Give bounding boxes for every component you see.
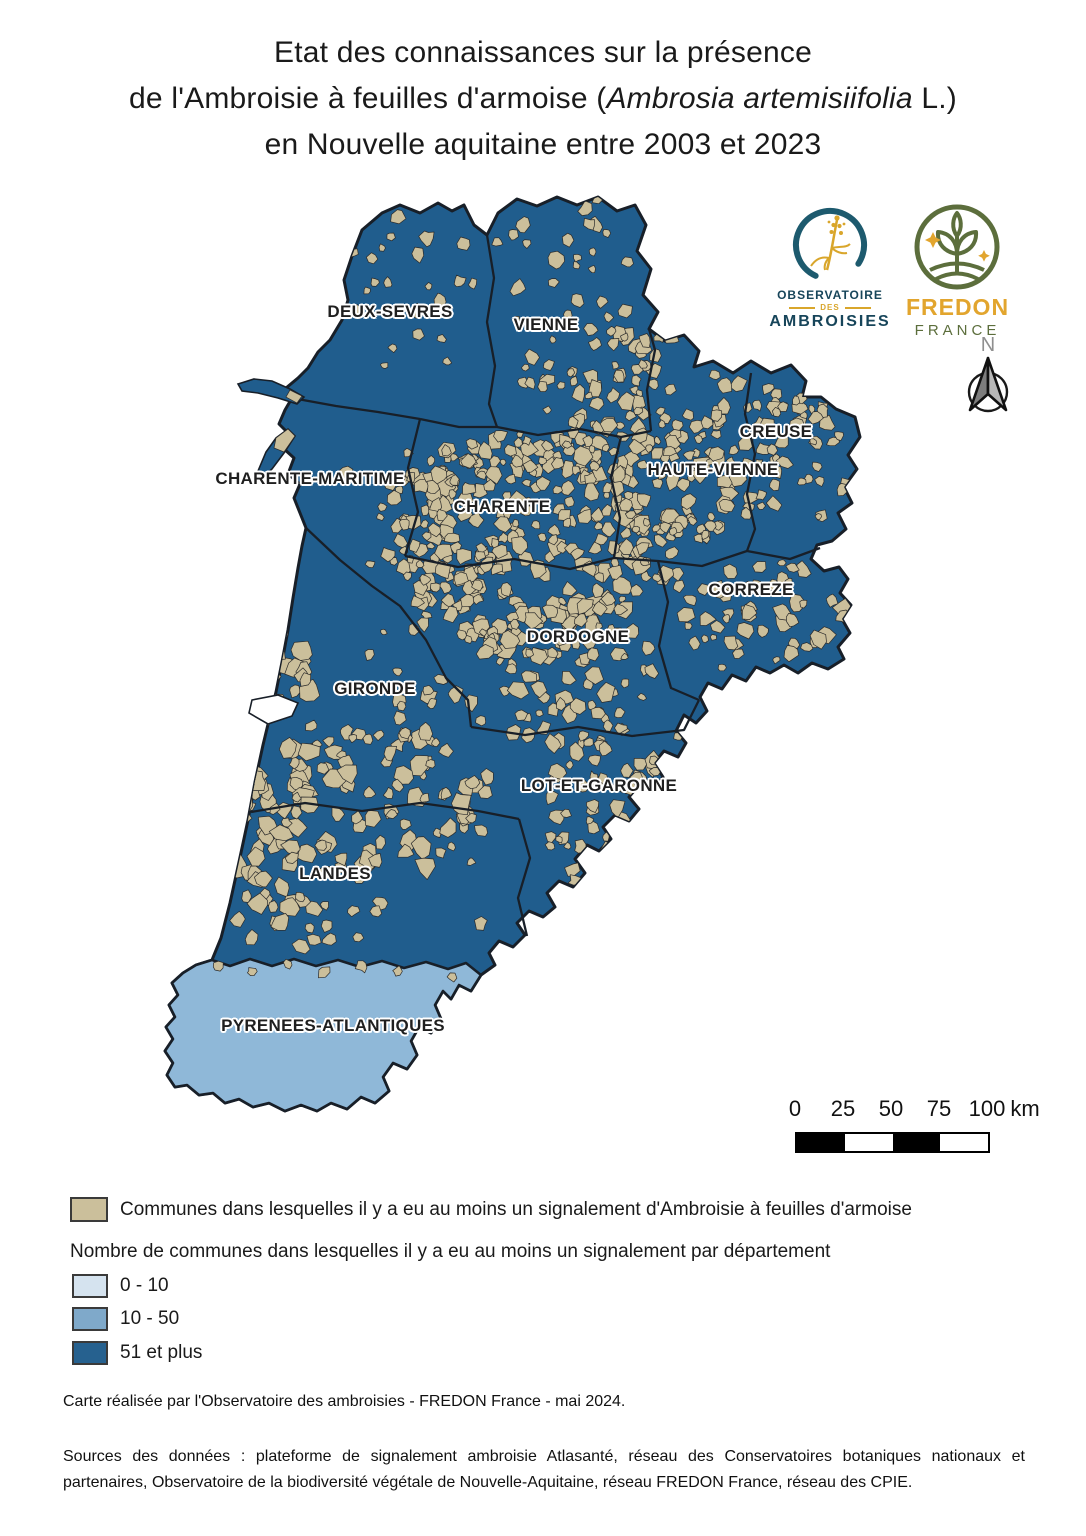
legend-heading: Nombre de communes dans lesquelles il y a eu au moins un signalement par département	[70, 1241, 831, 1262]
department-label-creuse: CREUSE	[739, 422, 813, 441]
scale-tick-50: 50	[878, 1096, 904, 1121]
scale-unit: km	[1010, 1096, 1040, 1121]
department-label-charente: CHARENTE	[453, 497, 551, 516]
legend-class-mid-label: 10 - 50	[120, 1308, 180, 1329]
legend-class-mid-swatch	[72, 1307, 108, 1331]
observatoire-word-1: OBSERVATOIRE	[777, 288, 883, 302]
department-label-dordogne: DORDOGNE	[526, 627, 630, 646]
credit-line: Carte réalisée par l'Observatoire des ambroisies - FREDON France - mai 2024.	[63, 1393, 626, 1410]
observatoire-ambroisies-logo	[787, 200, 873, 286]
sources-line: Sources des données : plateforme de signalement ambroisie Atlasanté, réseau des Conservatoires botaniques nationaux et partenaires, Observatoire de la biodiversité végétale de Nouvelle-Aquitaine, réseau FREDON France, réseau des CPIE.	[63, 1448, 1025, 1491]
title-line-1: Etat des connaissances sur la présence	[274, 36, 812, 69]
department-label-deux-sevres: DEUX-SEVRES	[327, 302, 453, 321]
department-label-pyrenees-atlantiques: PYRENEES-ATLANTIQUES	[221, 1016, 445, 1035]
page-title	[0, 30, 1086, 168]
legend-class-low-swatch	[72, 1274, 108, 1298]
legend-class-row-high	[72, 1341, 202, 1365]
fredon-logo-text	[885, 294, 1030, 339]
title-line-2: de l'Ambroisie à feuilles d'armoise (Ambrosia artemisiifolia L.)	[129, 82, 957, 115]
observatoire-logo-text	[762, 288, 898, 331]
scale-bar	[781, 1096, 1071, 1158]
scale-tick-100: 100	[968, 1096, 1006, 1121]
scale-bar-labels	[781, 1096, 1071, 1124]
department-label-lot-et-garonne: LOT-ET-GARONNE	[520, 776, 678, 795]
north-label: N	[980, 334, 996, 356]
scale-bar-segments	[795, 1132, 990, 1153]
observatoire-word-2: DES	[762, 303, 898, 312]
legend-class-row-mid	[72, 1307, 179, 1331]
department-label-landes: LANDES	[299, 864, 371, 883]
legend-class-high-label: 51 et plus	[120, 1342, 203, 1363]
legend-communes-row	[70, 1197, 912, 1222]
legend-class-high-swatch	[72, 1341, 108, 1365]
fredon-country-word: FRANCE	[914, 322, 1001, 339]
department-label-correze: CORREZE	[708, 580, 794, 599]
fredon-france-logo	[912, 202, 1002, 292]
legend-class-row-low	[72, 1274, 169, 1298]
scale-tick-25: 25	[830, 1096, 856, 1121]
department-label-vienne: VIENNE	[513, 315, 579, 334]
legend-communes-label: Communes dans lesquelles il y a eu au moins un signalement d'Ambroisie à feuilles d'armoise	[120, 1198, 912, 1220]
scale-tick-75: 75	[926, 1096, 952, 1121]
legend-class-low-label: 0 - 10	[120, 1275, 169, 1296]
observatoire-word-3: AMBROISIES	[769, 313, 891, 330]
department-label-haute-vienne: HAUTE-VIENNE	[647, 460, 779, 479]
department-label-charente-maritime: CHARENTE-MARITIME	[215, 469, 405, 488]
fredon-word: FREDON	[905, 294, 1010, 320]
department-label-gironde: GIRONDE	[334, 679, 416, 698]
north-arrow-icon	[960, 354, 1016, 418]
scale-tick-0: 0	[788, 1096, 802, 1121]
title-line-3: en Nouvelle aquitaine entre 2003 et 2023	[264, 128, 822, 161]
north-arrow	[960, 336, 1016, 423]
legend-communes-swatch	[70, 1197, 108, 1222]
